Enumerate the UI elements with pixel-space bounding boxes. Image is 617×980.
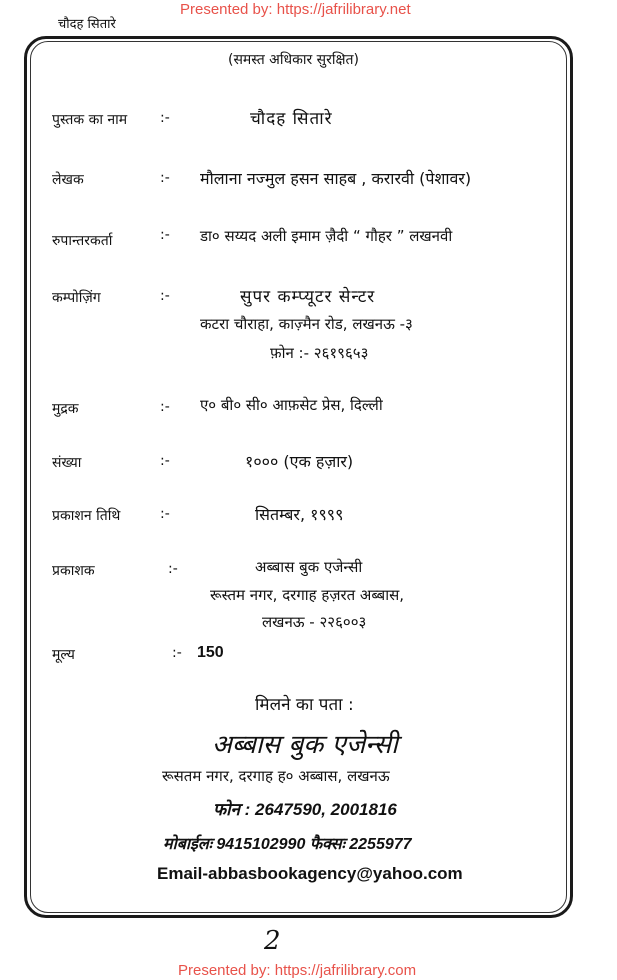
author-label: लेखक xyxy=(52,172,84,188)
composing-address: कटरा चौराहा, काज़्मैन रोड, लखनऊ -३ xyxy=(200,315,413,333)
book-name-label: पुस्तक का नाम xyxy=(52,112,128,128)
book-name-sep: :- xyxy=(160,110,170,126)
price-label: मूल्य xyxy=(52,647,75,663)
book-name-value: चौदह सितारे xyxy=(250,109,333,129)
translator-value: डा० सय्यद अली इमाम ज़ैदी “ गौहर ” लखनवी xyxy=(200,227,453,245)
publisher-label: प्रकाशक xyxy=(52,563,95,579)
price-sep: :- xyxy=(172,645,182,661)
contact-heading: मिलने का पता : xyxy=(255,695,354,715)
printer-label: मुद्रक xyxy=(52,401,79,417)
composing-label: कम्पोज़िंग xyxy=(52,290,101,306)
watermark-top: Presented by: https://jafrilibrary.net xyxy=(180,1,411,18)
composing-phone: फ़ोन :- २६१९६५३ xyxy=(270,344,369,362)
rights-notice: (समस्त अधिकार सुरक्षित) xyxy=(228,52,359,68)
composing-sep: :- xyxy=(160,288,170,304)
contact-address: रूसतम नगर, दरगाह ह० अब्बास, लखनऊ xyxy=(162,767,390,785)
copies-value: १००० (एक हज़ार) xyxy=(245,452,354,471)
contact-email: Email-abbasbookagency@yahoo.com xyxy=(157,864,463,883)
publisher-sep: :- xyxy=(168,561,178,577)
contact-mobile: मोबाईलः 9415102990 फैक्सः 2255977 xyxy=(163,836,412,853)
author-value: मौलाना नज्मुल हसन साहब , करारवी (पेशावर) xyxy=(200,169,472,188)
copies-sep: :- xyxy=(160,453,170,469)
page-number: 2 xyxy=(264,926,281,956)
contact-phone: फोन : 2647590, 2001816 xyxy=(213,800,397,819)
contact-agency: अब्बास बुक एजेन्सी xyxy=(212,730,398,760)
watermark-bottom: Presented by: https://jafrilibrary.com xyxy=(178,962,417,979)
running-header: चौदह सितारे xyxy=(58,17,116,32)
translator-sep: :- xyxy=(160,227,170,243)
pub-date-label: प्रकाशन तिथि xyxy=(52,508,121,524)
translator-label: रुपान्तरकर्ता xyxy=(52,233,113,249)
pub-date-sep: :- xyxy=(160,506,170,522)
copies-label: संख्या xyxy=(52,455,82,471)
publisher-pin: लखनऊ - २२६००३ xyxy=(262,613,367,631)
printer-value: ए० बी० सी० आफ़सेट प्रेस, दिल्ली xyxy=(200,396,383,414)
printer-sep: :- xyxy=(160,399,170,415)
composing-name: सुपर कम्प्यूटर सेन्टर xyxy=(240,287,376,307)
pub-date-value: सितम्बर, १९९९ xyxy=(255,505,344,524)
publisher-address: रूस्तम नगर, दरगाह हज़रत अब्बास, xyxy=(210,586,405,604)
author-sep: :- xyxy=(160,170,170,186)
price-value: 150 xyxy=(197,644,224,661)
publisher-name: अब्बास बुक एजेन्सी xyxy=(255,558,363,576)
